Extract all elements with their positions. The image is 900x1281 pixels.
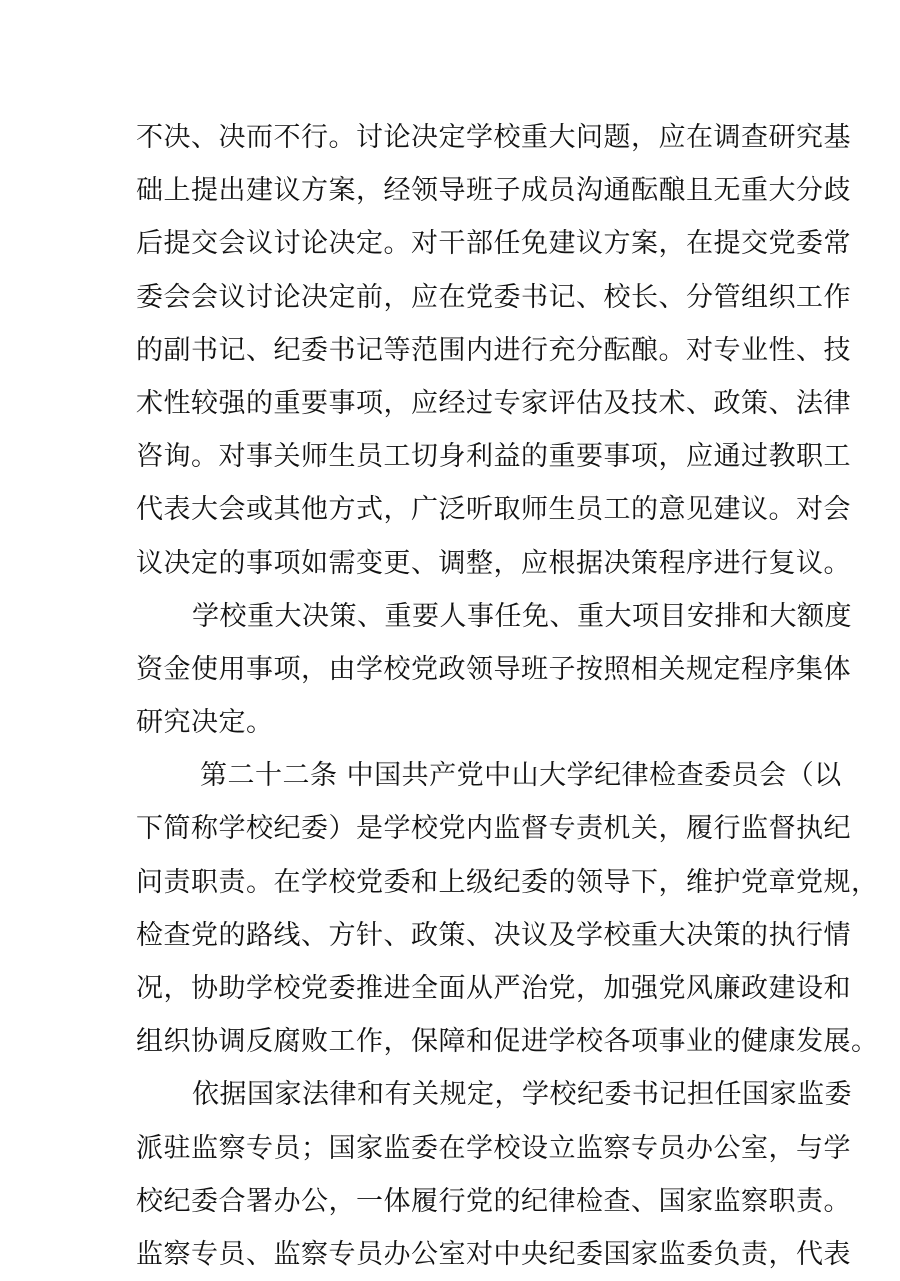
- document-body: [136, 111, 879, 1281]
- text-line: 议决定的事项如需变更、调整，应根据决策程序进行复议。: [136, 547, 851, 579]
- text-line: 不决、决而不行。讨论决定学校重大问题，应在调查研究基: [136, 122, 851, 153]
- text-line: 派驻监察专员；国家监委在学校设立监察专员办公室，与学: [136, 1132, 851, 1164]
- text-line: 础上提出建议方案，经领导班子成员沟通酝酿且无重大分歧: [136, 175, 851, 207]
- text-line: 监察专员、监察专员办公室对中央纪委国家监委负责，代表: [136, 1238, 851, 1270]
- text-line: 问责职责。在学校党委和上级纪委的领导下，维护党章党规，: [136, 866, 879, 898]
- text-line: 检查党的路线、方针、政策、决议及学校重大决策的执行情: [136, 919, 851, 951]
- text-line: 术性较强的重要事项，应经过专家评估及技术、政策、法律: [136, 387, 851, 419]
- text-line: 后提交会议讨论决定。对干部任免建议方案，在提交党委常: [136, 228, 851, 260]
- text-line: 委会会议讨论决定前，应在党委书记、校长、分管组织工作: [136, 281, 851, 313]
- text-line: 学校重大决策、重要人事任免、重大项目安排和大额度: [192, 600, 852, 632]
- text-line: 咨询。对事关师生员工切身利益的重要事项，应通过教职工: [136, 441, 851, 473]
- text-line: 下简称学校纪委）是学校党内监督专责机关，履行监督执纪: [136, 813, 851, 845]
- text-line: 的副书记、纪委书记等范围内进行充分酝酿。对专业性、技: [136, 334, 851, 366]
- text-line: 况，协助学校党委推进全面从严治党，加强党风廉政建设和: [136, 973, 851, 1004]
- text-line: 组织协调反腐败工作，保障和促进学校各项事业的健康发展。: [136, 1026, 879, 1058]
- text-line: 资金使用事项，由学校党政领导班子按照相关规定程序集体: [136, 653, 851, 685]
- text-line: 研究决定。: [136, 707, 274, 739]
- text-line: 代表大会或其他方式，广泛听取师生员工的意见建议。对会: [136, 494, 851, 526]
- text-line: 依据国家法律和有关规定，学校纪委书记担任国家监委: [192, 1079, 852, 1111]
- text-line: 校纪委合署办公，一体履行党的纪律检查、国家监察职责。: [136, 1185, 851, 1217]
- text-line: 第二十二条 中国共产党中山大学纪律检查委员会（以: [200, 760, 842, 792]
